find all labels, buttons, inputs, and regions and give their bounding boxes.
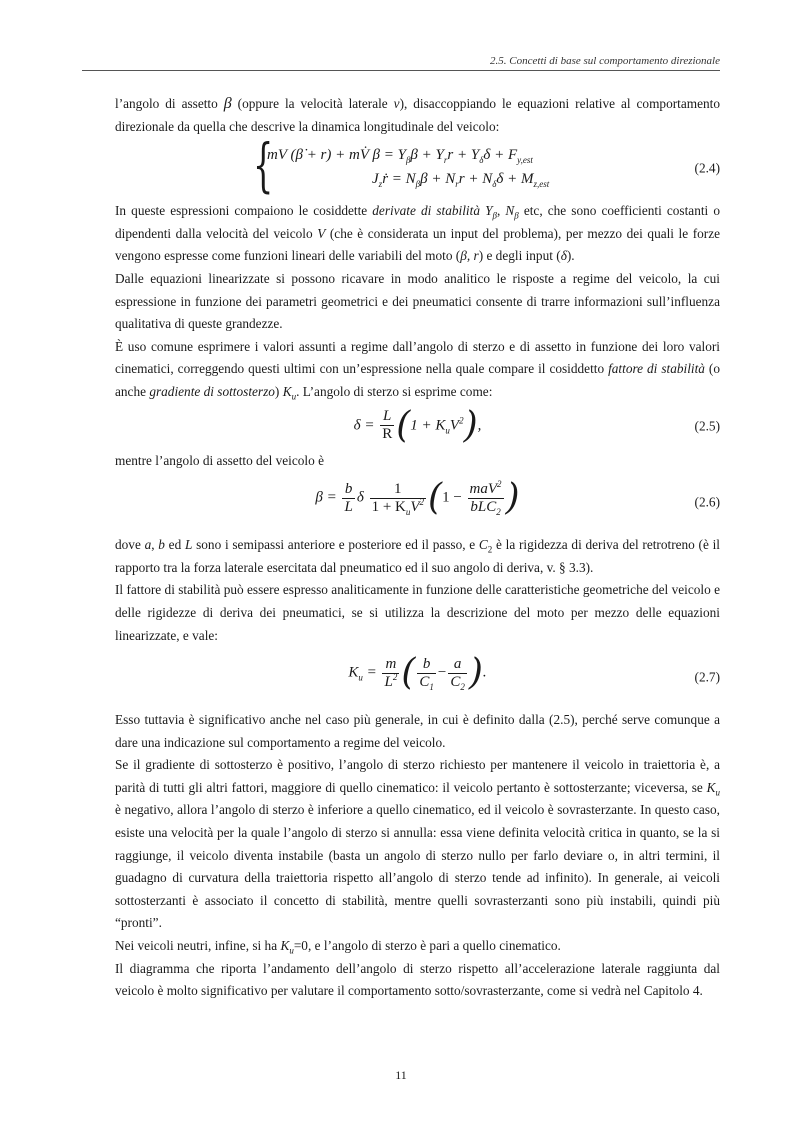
paragraph: È uso comune esprimere i valori assunti a regime dall’angolo di sterzo e di assetto in funzione dei loro valori cinematici, correggendo questi ultimi con un’espressione nella quale compare il cosiddetto fattore di stabilità (o anche gradiente di sottosterzo) $K_u$. L’angolo di sterzo si esprime come: xyxy=(115,338,721,402)
paragraph: In queste espressioni compaiono le cosiddette derivate di stabilità $Y_\beta$, $N_\beta$ etc, che sono coefficienti costanti o dipendenti dalla velocità del veicolo V (che è considerata un input del problema), per mezzo dei quali le forze vengono espresse come funzioni lineari delle variabili del moto (β, r) e degli input (δ). xyxy=(115,203,721,264)
equation-number: (2.5) xyxy=(694,418,720,434)
equation-line: $J_zṙ = N_\beta\beta + N_rr + N_\delta\delta + M_{z,est}$ xyxy=(372,171,550,190)
equation-2-6: β = $\frac{b}{L}$ δ $\frac{1}{1 + K_uV^2}$ (1 − $\frac{maV^2}{bLC_2}$ ) (2.6) xyxy=(315,477,720,519)
equation-number: (2.7) xyxy=(694,669,720,685)
equation-number: (2.6) xyxy=(694,494,720,510)
equation-2-5: δ = $\frac{L}{R}$ $(1 + K_uV^2)$, (2.5) xyxy=(353,404,720,446)
paragraph: Dalle equazioni linearizzate si possono ricavare in modo analitico le risposte a regime del veicolo, la cui espressione in funzione dei parametri geometrici e dei pneumatici consente di trarre informazioni sull’influenza qualitativa di queste grandezze. xyxy=(115,270,720,332)
equation-2-4 xyxy=(115,131,720,200)
brace: { xyxy=(253,131,274,200)
equation-line: mV (β̇ + r) + mV̇ $\beta = Y_\beta\beta + Y_rr + Y_\delta\delta + F_{y,est}$ xyxy=(267,147,533,166)
equation-number: (2.4) xyxy=(694,160,720,176)
paragraph: l’angolo di assetto β (oppure la velocità laterale v), disaccoppiando le equazioni relative al comportamento direzionale da quella che descrive la dinamica longitudinale del veicolo: xyxy=(115,95,720,134)
paragraph: Il diagramma che riporta l’andamento dell’angolo di sterzo rispetto all’accelerazione laterale raggiunta dal veicolo è molto significativo per valutare il comportamento sotto/sovrasterzante, come si vedrà nel Capitolo 4. xyxy=(115,960,720,999)
page-body xyxy=(115,93,720,1003)
running-header: 2.5. Concetti di base sul comportamento direzionale xyxy=(490,55,720,67)
paragraph: Nei veicoli neutri, infine, si ha $K_u=0$, e l’angolo di sterzo è pari a quello cinematico. xyxy=(115,938,561,956)
paragraph: dove a, b ed L sono i semipassi anteriore e posteriore ed il passo, e $C_2$ è la rigidezza di deriva del retrotreno (è il rapporto tra la forza laterale esercitata dal pneumatico ed il suo angolo di deriva, v. § 3.3). xyxy=(115,537,721,575)
page-number: 11 xyxy=(395,1068,407,1082)
paragraph: Il fattore di stabilità può essere espresso analiticamente in funzione delle caratteristiche geometriche del veicolo e delle rigidezze di deriva dei pneumatici, se si utilizza la descrizione del moto per mezzo delle equazioni linearizzate, e vale: xyxy=(115,582,720,643)
paragraph: mentre l’angolo di assetto del veicolo è xyxy=(115,452,324,468)
paragraph: Esso tuttavia è significativo anche nel caso più generale, in cui è definito dalla (2.5), perché serve comunque a dare una indicazione sul comportamento a regime del veicolo. xyxy=(115,712,720,750)
paragraph: Se il gradiente di sottosterzo è positivo, l’angolo di sterzo richiesto per mantenere il veicolo in traiettoria è, a parità di tutti gli altri fattori, maggiore di quello cinematico: il veicolo pertanto è sottosterzante; viceversa, se $K_u$ è negativo, allora l’angolo di sterzo è inferiore a quello cinematico, ed il veicolo è sovrasterzante. In questo caso, esiste una velocità per la quale l’angolo di sterzo si annulla: essa viene definita velocità critica in quanto, se la si raggiunge, il veicolo diventa instabile (basta un angolo di sterzo nullo per farlo deviare o, in altri termini, il guadagno di curvatura della traiettoria rispetto all’angolo di sterzo tende ad infinito). In generale, ai veicoli sottosterzanti è associato il concetto di stabilità, mentre quelli sovrasterzanti sono più instabili, quindi più “pronti”. xyxy=(115,757,720,931)
equation-2-7: $K_u$ = $\frac{m}{L^2}$ ( $\frac{b}{C_1}$ − $\frac{a}{C_2}$ ). (2.7) xyxy=(348,652,720,694)
header-rule xyxy=(82,70,720,71)
